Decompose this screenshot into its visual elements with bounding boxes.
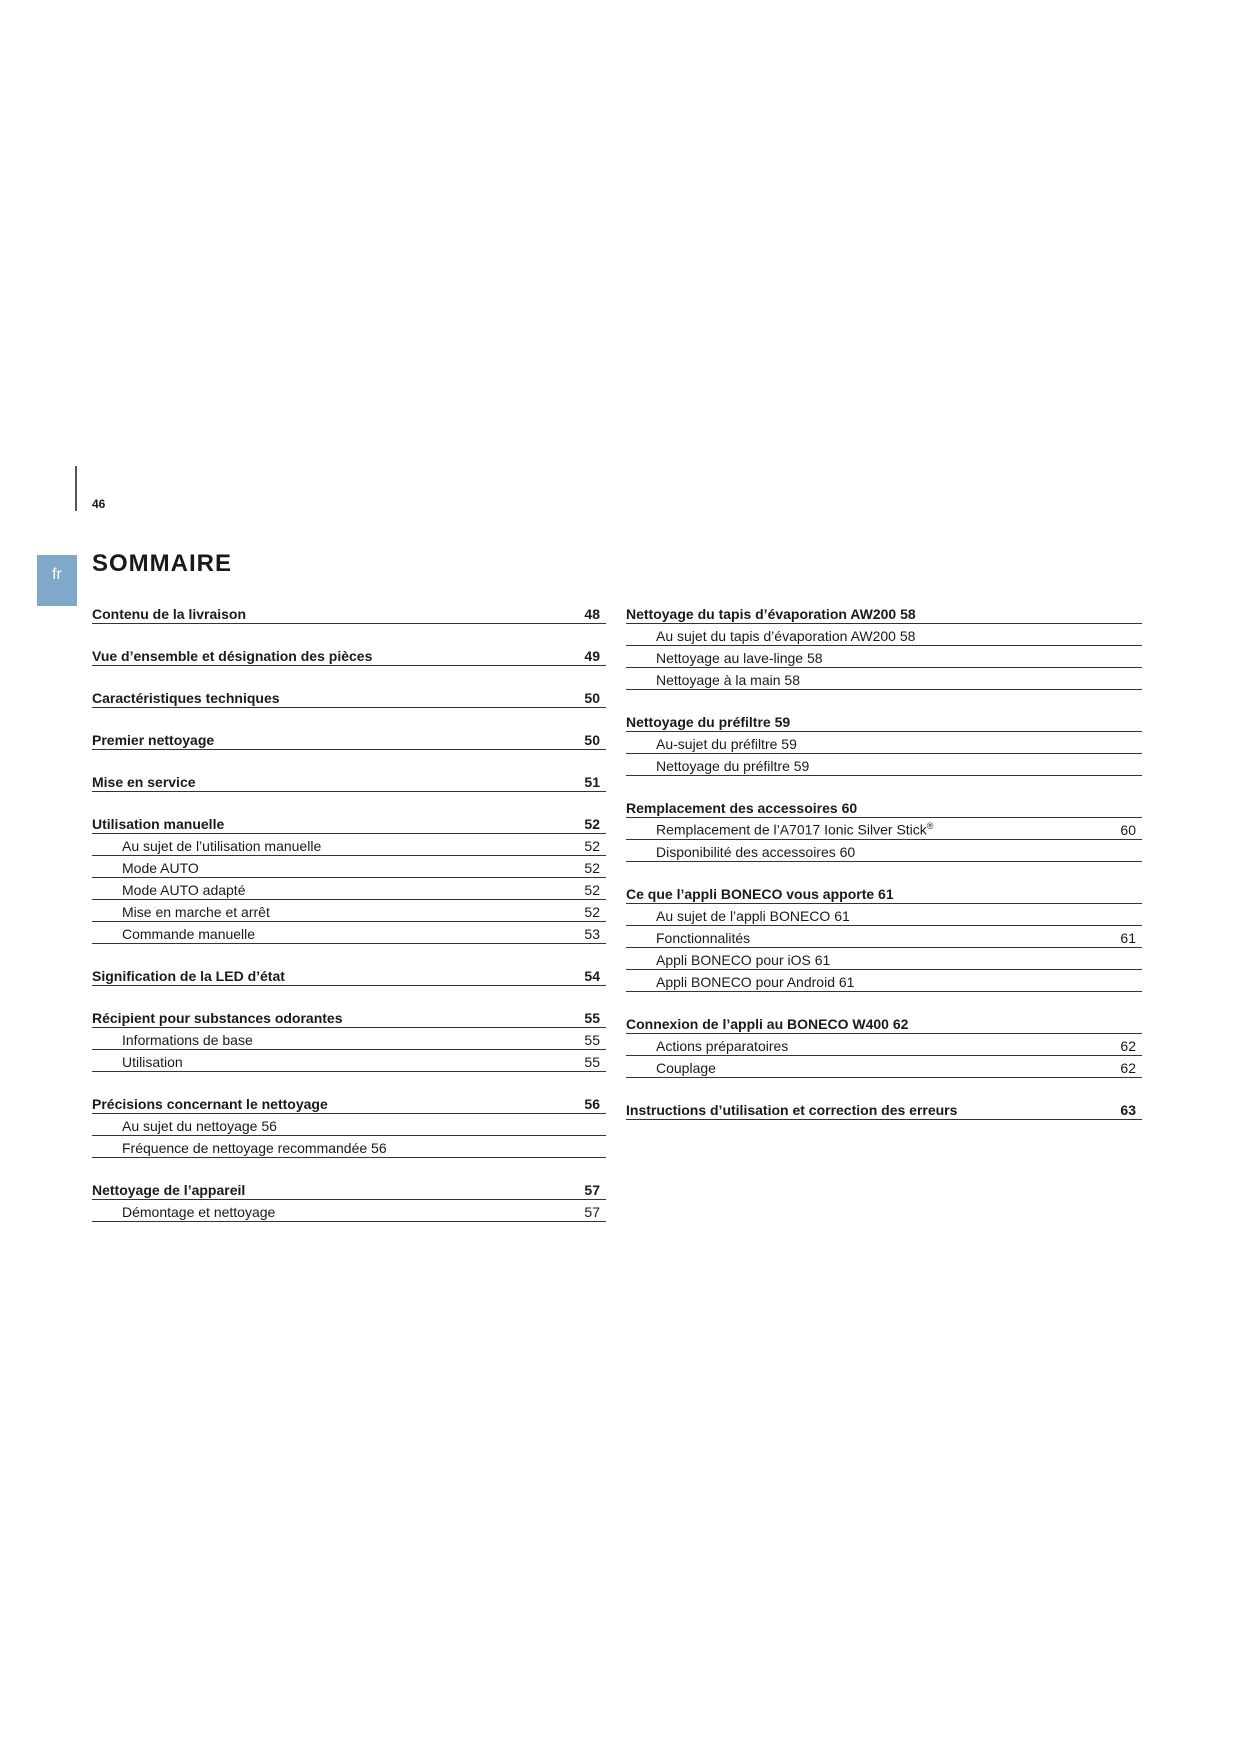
toc-section <box>92 600 606 624</box>
toc-page-number: 52 <box>584 816 600 832</box>
toc-entry-title: Utilisation manuelle <box>92 816 225 832</box>
toc-subentry[interactable] <box>92 878 606 900</box>
toc-subentry[interactable] <box>92 1136 606 1158</box>
toc-page-number: 57 <box>584 1182 600 1198</box>
toc-subentry[interactable] <box>626 948 1142 970</box>
margin-rule <box>75 466 77 511</box>
toc-page-number: 51 <box>584 774 600 790</box>
toc-page-number: 52 <box>584 904 600 920</box>
toc-page-number: 62 <box>1120 1060 1136 1076</box>
toc-entry-title: Mode AUTO adapté <box>122 882 246 898</box>
toc-page-number: 57 <box>584 1204 600 1220</box>
toc-entry[interactable] <box>626 1096 1142 1120</box>
toc-subentry[interactable] <box>92 900 606 922</box>
toc-entry-title: Commande manuelle <box>122 926 256 942</box>
toc-left-column <box>92 600 606 1240</box>
toc-section <box>92 1090 606 1158</box>
toc-page-number: 54 <box>584 968 600 984</box>
toc-subentry[interactable] <box>626 754 1142 776</box>
toc-subentry[interactable] <box>92 1200 606 1222</box>
toc-section <box>626 1010 1142 1078</box>
toc-page-number: 50 <box>584 690 600 706</box>
toc-entry-title: Vue d’ensemble et désignation des pièces <box>92 648 373 664</box>
toc-section <box>626 794 1142 862</box>
toc-entry[interactable] <box>92 810 606 834</box>
toc-entry-title: Mise en marche et arrêt <box>122 904 270 920</box>
toc-entry[interactable] <box>92 684 606 708</box>
toc-section <box>92 768 606 792</box>
toc-entry-title: Utilisation <box>122 1054 183 1070</box>
toc-entry-title: Couplage <box>656 1060 716 1076</box>
toc-entry[interactable] <box>626 1010 1142 1034</box>
toc-subentry[interactable] <box>626 1034 1142 1056</box>
toc-subentry[interactable] <box>626 732 1142 754</box>
toc-section <box>626 1096 1142 1120</box>
toc-entry-title: Nettoyage au lave-linge 58 <box>656 650 823 666</box>
toc-page-number: 48 <box>584 606 600 622</box>
toc-page-number: 55 <box>584 1054 600 1070</box>
toc-entry-title: Fréquence de nettoyage recommandée 56 <box>122 1140 387 1156</box>
toc-subentry[interactable] <box>626 926 1142 948</box>
toc-right-column <box>626 600 1142 1138</box>
toc-subentry[interactable] <box>92 1114 606 1136</box>
toc-entry-title: Récipient pour substances odorantes <box>92 1010 343 1026</box>
toc-section <box>626 880 1142 992</box>
toc-entry[interactable] <box>92 768 606 792</box>
toc-page-number: 53 <box>584 926 600 942</box>
toc-entry-title: Premier nettoyage <box>92 732 215 748</box>
toc-entry-title: Appli BONECO pour iOS 61 <box>656 952 831 968</box>
toc-entry-title: Ce que l’appli BONECO vous apporte 61 <box>626 886 894 902</box>
toc-page-number: 52 <box>584 860 600 876</box>
toc-entry[interactable] <box>92 962 606 986</box>
toc-section <box>92 642 606 666</box>
toc-page-number: 52 <box>584 882 600 898</box>
toc-entry-title: Nettoyage de l’appareil <box>92 1182 246 1198</box>
language-tab: fr <box>37 555 77 606</box>
toc-subentry[interactable] <box>92 856 606 878</box>
toc-entry-title: Nettoyage du préfiltre 59 <box>626 714 791 730</box>
page-title: SOMMAIRE <box>92 550 232 577</box>
registered-mark: ® <box>926 821 934 832</box>
toc-section <box>92 684 606 708</box>
toc-entry-title: Signification de la LED d’état <box>92 968 285 984</box>
toc-entry[interactable] <box>626 708 1142 732</box>
toc-entry-title: Disponibilité des accessoires 60 <box>656 844 856 860</box>
toc-section <box>92 962 606 986</box>
toc-section <box>626 708 1142 776</box>
toc-entry[interactable] <box>92 1004 606 1028</box>
toc-page-number: 63 <box>1120 1102 1136 1118</box>
toc-entry-title: Au sujet du nettoyage 56 <box>122 1118 277 1134</box>
page-number: 46 <box>92 497 106 511</box>
toc-page-number: 56 <box>584 1096 600 1112</box>
toc-page-number: 55 <box>584 1010 600 1026</box>
toc-entry-title: Informations de base <box>122 1032 253 1048</box>
toc-entry-title: Nettoyage du tapis d’évaporation AW200 58 <box>626 606 916 622</box>
toc-entry[interactable] <box>626 880 1142 904</box>
toc-subentry[interactable] <box>92 834 606 856</box>
toc-entry-title: Précisions concernant le nettoyage <box>92 1096 328 1112</box>
toc-entry[interactable] <box>626 600 1142 624</box>
toc-entry-title: Nettoyage à la main 58 <box>656 672 800 688</box>
toc-entry[interactable] <box>92 642 606 666</box>
toc-entry-title: Remplacement des accessoires 60 <box>626 800 858 816</box>
toc-subentry[interactable] <box>626 970 1142 992</box>
toc-entry-title: Nettoyage du préfiltre 59 <box>656 758 810 774</box>
toc-entry-title: Au sujet du tapis d’évaporation AW200 58 <box>656 628 916 644</box>
toc-entry-title: Au sujet de l’appli BONECO 61 <box>656 908 850 924</box>
toc-entry-title: Au-sujet du préfiltre 59 <box>656 736 797 752</box>
toc-page-number: 55 <box>584 1032 600 1048</box>
toc-section <box>92 1004 606 1072</box>
toc-subentry[interactable] <box>92 1028 606 1050</box>
toc-section <box>92 1176 606 1222</box>
toc-subentry[interactable] <box>626 1056 1142 1078</box>
toc-entry[interactable] <box>92 600 606 624</box>
toc-subentry[interactable] <box>626 904 1142 926</box>
toc-entry-title: Mode AUTO <box>122 860 199 876</box>
toc-entry[interactable] <box>92 1090 606 1114</box>
toc-section <box>626 600 1142 690</box>
toc-entry-title: Actions préparatoires <box>656 1038 789 1054</box>
toc-page-number: 60 <box>1120 822 1136 838</box>
toc-entry[interactable] <box>92 1176 606 1200</box>
toc-subentry[interactable] <box>626 818 1142 840</box>
toc-entry-title: Mise en service <box>92 774 196 790</box>
toc-entry-title: Au sujet de l’utilisation manuelle <box>122 838 322 854</box>
toc-entry-title: Démontage et nettoyage <box>122 1204 276 1220</box>
toc-subentry[interactable] <box>92 1050 606 1072</box>
toc-entry-title: Instructions d’utilisation et correction des erreurs <box>626 1102 958 1118</box>
toc-entry-title: Remplacement de l’A7017 Ionic Silver Stick® <box>656 821 934 838</box>
toc-subentry[interactable] <box>92 922 606 944</box>
toc-entry-title: Appli BONECO pour Android 61 <box>656 974 855 990</box>
toc-entry[interactable] <box>92 726 606 750</box>
toc-entry-title: Fonctionnalités <box>656 930 751 946</box>
toc-entry-title: Connexion de l’appli au BONECO W400 62 <box>626 1016 909 1032</box>
toc-page-number: 62 <box>1120 1038 1136 1054</box>
toc-subentry[interactable] <box>626 646 1142 668</box>
toc-subentry[interactable] <box>626 840 1142 862</box>
toc-section <box>92 726 606 750</box>
toc-page-number: 52 <box>584 838 600 854</box>
toc-subentry[interactable] <box>626 624 1142 646</box>
toc-entry-title: Caractéristiques techniques <box>92 690 280 706</box>
toc-page-number: 50 <box>584 732 600 748</box>
toc-subentry[interactable] <box>626 668 1142 690</box>
toc-page-number: 49 <box>584 648 600 664</box>
toc-section <box>92 810 606 944</box>
toc-entry-title: Contenu de la livraison <box>92 606 247 622</box>
toc-entry[interactable] <box>626 794 1142 818</box>
toc-page-number: 61 <box>1120 930 1136 946</box>
